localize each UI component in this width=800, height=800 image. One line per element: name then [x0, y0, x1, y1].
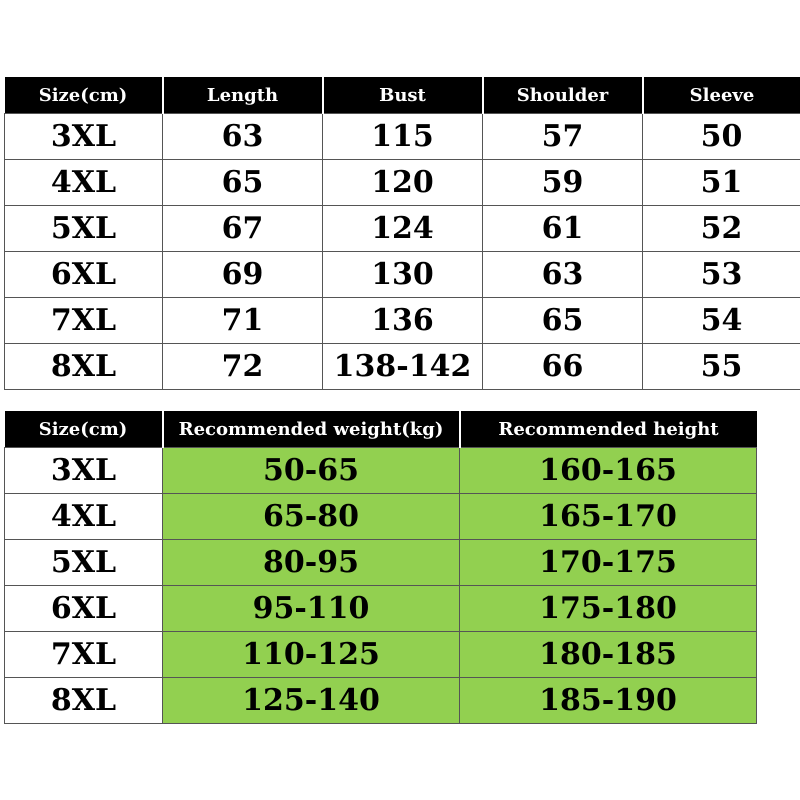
table-row: [5, 586, 757, 632]
table-row: [5, 298, 800, 344]
rec-header-height: Recommended height: [460, 411, 757, 448]
height-cell: 185-190: [460, 678, 757, 724]
size-cell: 8XL: [5, 344, 163, 390]
size-cell: 4XL: [5, 494, 163, 540]
table-row: [5, 678, 757, 724]
height-cell: 175-180: [460, 586, 757, 632]
size-table-header-row: [5, 77, 800, 114]
shoulder-cell: 66: [483, 344, 643, 390]
sleeve-cell: 54: [643, 298, 800, 344]
table-row: [5, 494, 757, 540]
size-cell: 6XL: [5, 586, 163, 632]
table-row: [5, 160, 800, 206]
length-cell: 65: [163, 160, 323, 206]
rec-header-size: Size(cm): [5, 411, 163, 448]
size-cell: 5XL: [5, 206, 163, 252]
size-header-sleeve: Sleeve: [643, 77, 800, 114]
weight-cell: 95-110: [163, 586, 460, 632]
weight-cell: 125-140: [163, 678, 460, 724]
bust-cell: 115: [323, 114, 483, 160]
length-cell: 63: [163, 114, 323, 160]
length-cell: 69: [163, 252, 323, 298]
size-cell: 7XL: [5, 632, 163, 678]
size-cell: 6XL: [5, 252, 163, 298]
size-cell: 4XL: [5, 160, 163, 206]
size-cell: 7XL: [5, 298, 163, 344]
bust-cell: 138-142: [323, 344, 483, 390]
height-cell: 165-170: [460, 494, 757, 540]
size-cell: 3XL: [5, 114, 163, 160]
height-cell: 180-185: [460, 632, 757, 678]
length-cell: 67: [163, 206, 323, 252]
table-row: [5, 448, 757, 494]
bust-cell: 136: [323, 298, 483, 344]
recommendation-table: [4, 411, 757, 724]
sleeve-cell: 51: [643, 160, 800, 206]
height-cell: 170-175: [460, 540, 757, 586]
weight-cell: 80-95: [163, 540, 460, 586]
bust-cell: 124: [323, 206, 483, 252]
sleeve-cell: 53: [643, 252, 800, 298]
table-row: [5, 540, 757, 586]
table-row: [5, 252, 800, 298]
rec-header-weight: Recommended weight(kg): [163, 411, 460, 448]
weight-cell: 50-65: [163, 448, 460, 494]
weight-cell: 110-125: [163, 632, 460, 678]
shoulder-cell: 57: [483, 114, 643, 160]
shoulder-cell: 63: [483, 252, 643, 298]
size-cell: 5XL: [5, 540, 163, 586]
size-measurement-table: [4, 77, 800, 390]
table-row: [5, 206, 800, 252]
size-cell: 3XL: [5, 448, 163, 494]
bust-cell: 120: [323, 160, 483, 206]
sleeve-cell: 52: [643, 206, 800, 252]
shoulder-cell: 61: [483, 206, 643, 252]
shoulder-cell: 59: [483, 160, 643, 206]
size-header-length: Length: [163, 77, 323, 114]
length-cell: 72: [163, 344, 323, 390]
sleeve-cell: 55: [643, 344, 800, 390]
height-cell: 160-165: [460, 448, 757, 494]
table-row: [5, 114, 800, 160]
table-row: [5, 344, 800, 390]
bust-cell: 130: [323, 252, 483, 298]
sleeve-cell: 50: [643, 114, 800, 160]
table-row: [5, 632, 757, 678]
size-cell: 8XL: [5, 678, 163, 724]
shoulder-cell: 65: [483, 298, 643, 344]
recommendation-header-row: [5, 411, 757, 448]
size-header-bust: Bust: [323, 77, 483, 114]
size-header-size: Size(cm): [5, 77, 163, 114]
length-cell: 71: [163, 298, 323, 344]
size-header-shoulder: Shoulder: [483, 77, 643, 114]
weight-cell: 65-80: [163, 494, 460, 540]
